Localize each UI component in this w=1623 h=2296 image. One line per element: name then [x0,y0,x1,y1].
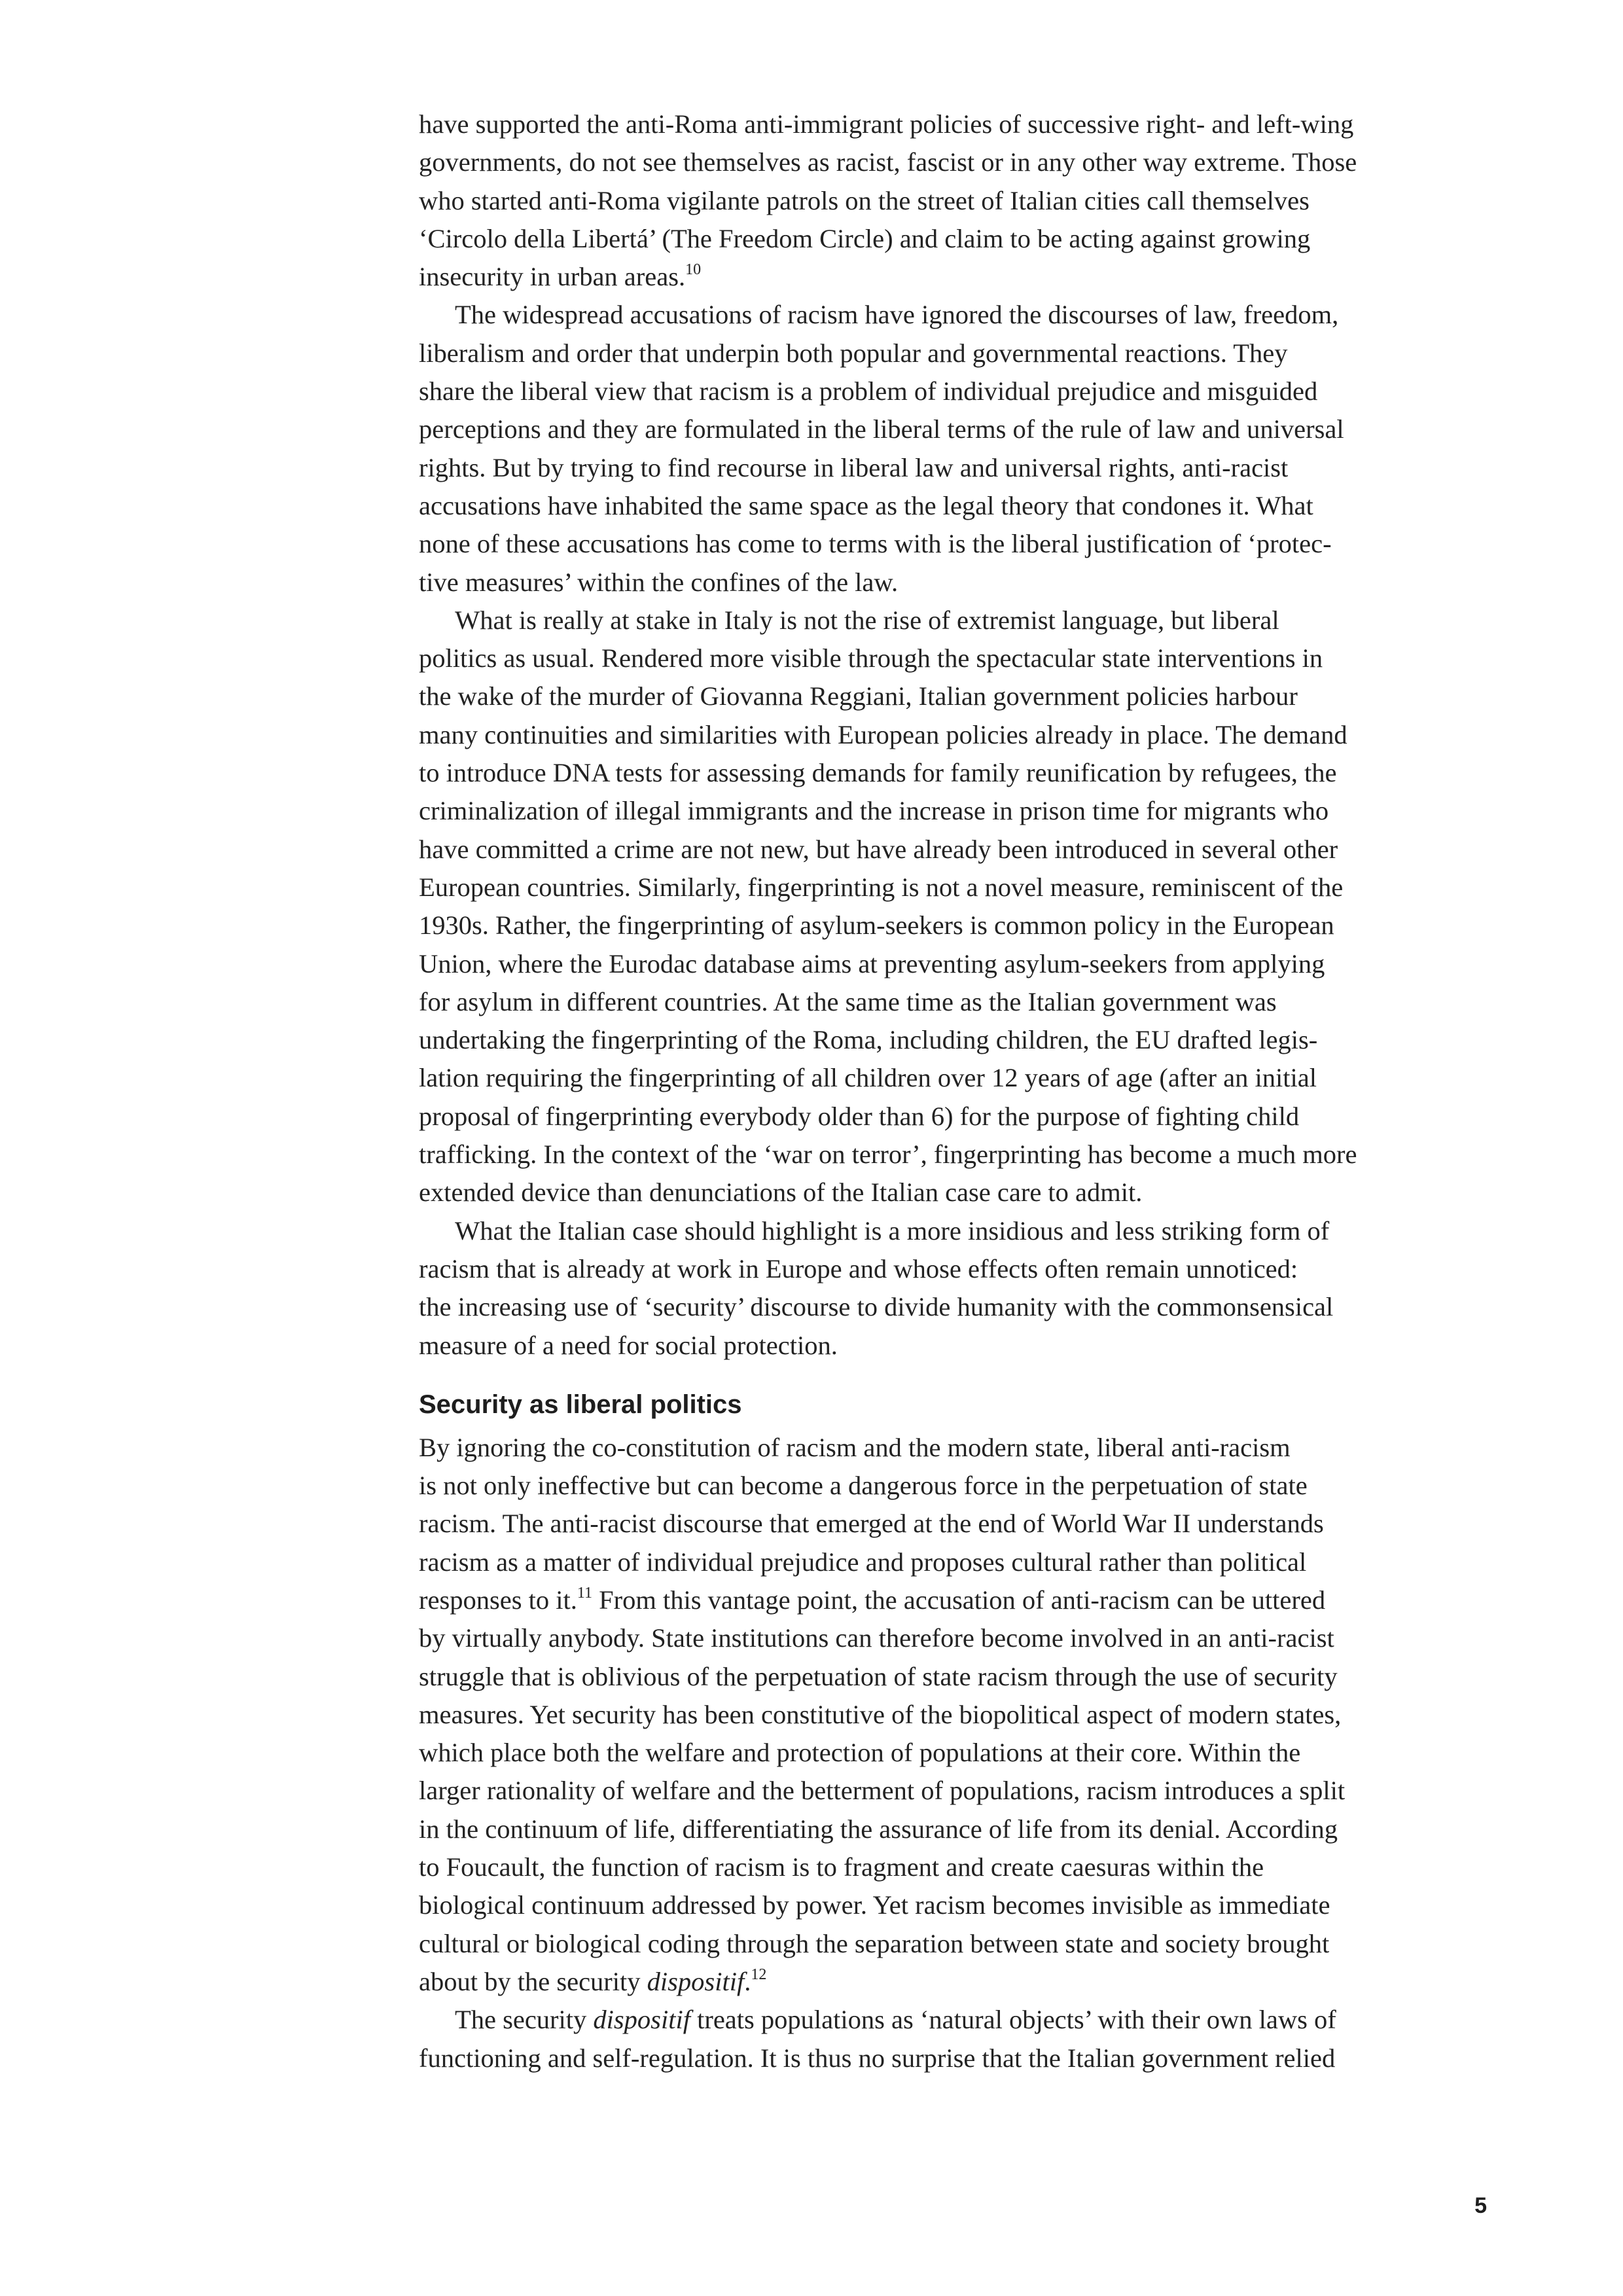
text-run: insecurity in urban areas. [419,262,686,292]
text-line: racism that is already at work in Europe and whose effects often remain unnoticed: [419,1253,1298,1283]
text-line: extended device than denunciations of the Italian case care to admit. [419,1177,1143,1208]
text-line: many continuities and similarities with European policies already in place. The demand [419,719,1347,749]
text-line: lation requiring the fingerprinting of all children over 12 years of age (after an initial [419,1063,1317,1093]
text-line: functioning and self-regulation. It is thus no surprise that the Italian government relied [419,2043,1336,2073]
text-run: . [744,1966,751,1996]
text-line [419,2001,1487,2039]
text-line: measure of a need for social protection. [419,1330,838,1360]
text-line: the wake of the murder of Giovanna Reggiani, Italian government policies harbour [419,681,1298,711]
text-line [419,1581,1487,1619]
text-line: have supported the anti-Roma anti-immigrant policies of successive right- and left-wing [419,109,1354,139]
text-line [419,258,1487,296]
text-line: is not only ineffective but can become a dangerous force in the perpetuation of state [419,1471,1308,1501]
footnote-ref-12: 12 [751,1965,767,1983]
text-line: in the continuum of life, differentiating the assurance of life from its denial. According [419,1814,1338,1844]
text-line: ‘Circolo della Libertá’ (The Freedom Circle) and claim to be acting against growing [419,223,1311,253]
text-line: undertaking the fingerprinting of the Roma, including children, the EU drafted legis- [419,1025,1318,1055]
text-line: racism. The anti-racist discourse that emerged at the end of World War II understands [419,1509,1324,1539]
text-line: accusations have inhabited the same space as the legal theory that condones it. What [419,490,1313,520]
text-line: have committed a crime are not new, but have already been introduced in several other [419,834,1338,864]
text-line: racism as a matter of individual prejudice and proposes cultural rather than political [419,1547,1307,1577]
text-line: politics as usual. Rendered more visible through the spectacular state interventions in [419,643,1323,673]
footnote-ref-11: 11 [577,1584,592,1602]
page-number: 5 [1474,2193,1487,2218]
text-line: liberalism and order that underpin both popular and governmental reactions. They [419,338,1288,368]
paragraph-accusations [419,296,1487,601]
text-line: for asylum in different countries. At the same time as the Italian government was [419,986,1277,1016]
text-line: criminalization of illegal immigrants and the increase in prison time for migrants who [419,796,1329,826]
text-line: share the liberal view that racism is a problem of individual prejudice and misguided [419,376,1318,406]
text-run: From this vantage point, the accusation of anti-racism can be uttered [592,1585,1326,1615]
text-line: European countries. Similarly, fingerprinting is not a novel measure, reminiscent of the [419,872,1344,902]
text-line: larger rationality of welfare and the betterment of populations, racism introduces a split [419,1776,1346,1806]
footnote-ref-10: 10 [685,261,702,279]
italic-term: dispositif [647,1966,745,1996]
paragraph-co-constitution [419,1429,1487,2001]
paragraph-continuation [419,105,1487,296]
text-run: about by the security [419,1966,647,1996]
text-line: tive measures’ within the confines of the law. [419,567,899,597]
text-line: to introduce DNA tests for assessing demands for family reunification by refugees, the [419,758,1337,788]
text-line: What the Italian case should highlight is a more insidious and less striking form of [455,1215,1330,1246]
paragraph-italian-case [419,1212,1487,1365]
paragraph-security-dispositif [419,2001,1487,2077]
text-line: 1930s. Rather, the fingerprinting of asylum-seekers is common policy in the European [419,910,1334,941]
text-run: The security [455,2005,594,2035]
text-line: who started anti-Roma vigilante patrols on the street of Italian cities call themselves [419,185,1310,215]
paragraph-liberal-politics [419,601,1487,1212]
text-line: which place both the welfare and protection of populations at their core. Within the [419,1738,1301,1768]
text-run: treats populations as ‘natural objects’ with their own laws of [690,2005,1336,2035]
italic-term: dispositif [593,2005,690,2035]
text-line: perceptions and they are formulated in the liberal terms of the rule of law and universal [419,414,1344,444]
text-line: Union, where the Eurodac database aims at preventing asylum-seekers from applying [419,948,1325,978]
text-line: struggle that is oblivious of the perpetuation of state racism through the use of security [419,1661,1338,1691]
text-line: By ignoring the co-constitution of racism and the modern state, liberal anti-racism [419,1432,1291,1462]
text-line: proposal of fingerprinting everybody older than 6) for the purpose of fighting child [419,1101,1300,1131]
section-heading: Security as liberal politics [419,1390,742,1419]
text-line: governments, do not see themselves as racist, fascist or in any other way extreme. Those [419,147,1357,177]
page-text-column [419,105,1487,2077]
text-line [419,1963,1487,2001]
text-line: none of these accusations has come to terms with is the liberal justification of ‘protec- [419,529,1332,559]
text-line: measures. Yet security has been constitutive of the biopolitical aspect of modern states, [419,1699,1342,1729]
text-line: the increasing use of ‘security’ discourse to divide humanity with the commonsensical [419,1292,1334,1322]
text-line: biological continuum addressed by power. Yet racism becomes invisible as immediate [419,1890,1330,1920]
text-line: trafficking. In the context of the ‘war on terror’, fingerprinting has become a much more [419,1139,1357,1170]
text-line: What is really at stake in Italy is not the rise of extremist language, but liberal [455,605,1279,635]
text-line: by virtually anybody. State institutions can therefore become involved in an anti-racist [419,1623,1334,1653]
text-line: The widespread accusations of racism have ignored the discourses of law, freedom, [455,300,1339,330]
text-line: rights. But by trying to find recourse in liberal law and universal rights, anti-racist [419,452,1289,482]
text-line: cultural or biological coding through the separation between state and society brought [419,1928,1330,1958]
text-run: responses to it. [419,1585,577,1615]
text-line: to Foucault, the function of racism is to fragment and create caesuras within the [419,1852,1264,1882]
